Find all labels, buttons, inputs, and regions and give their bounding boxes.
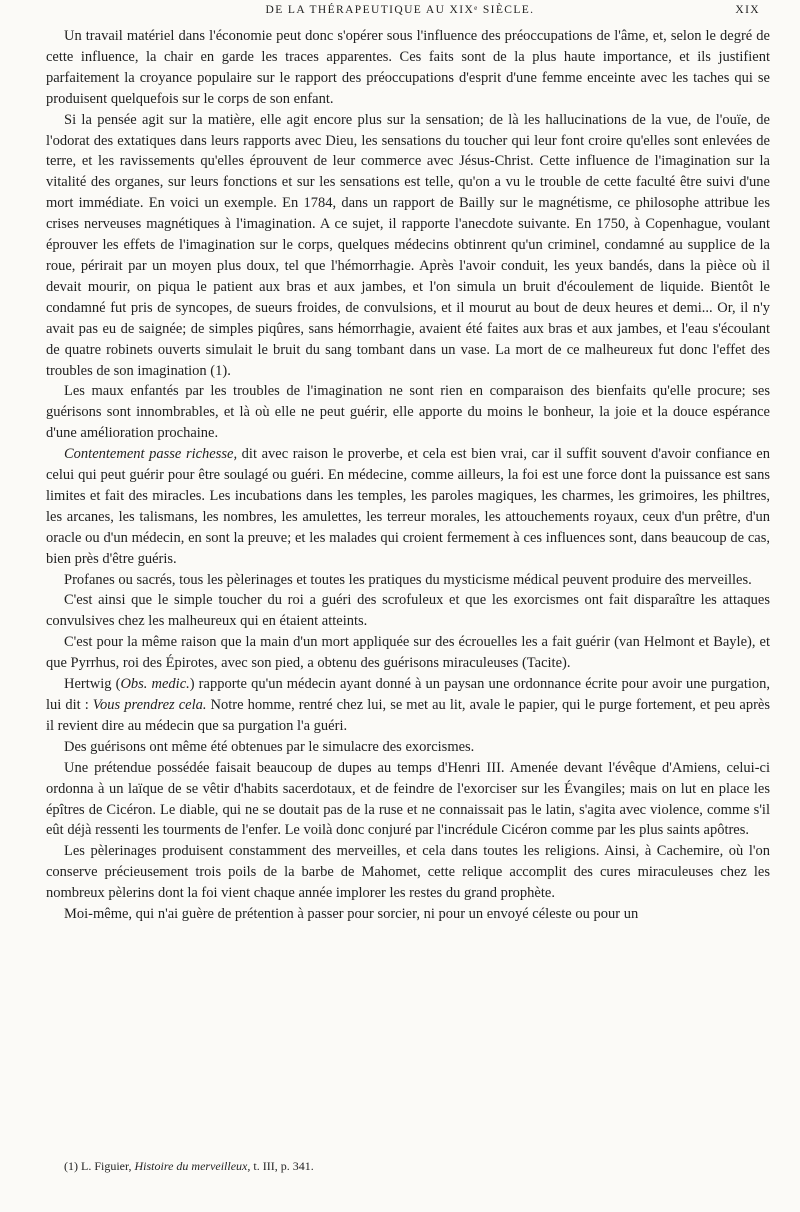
paragraph bbox=[46, 26, 770, 110]
paragraph-text: dit avec raison le proverbe, et cela est bien vrai, car il suffit souvent d'avoir confiance en celui qui peut guérir pour être soulagé ou guéri. En médecine, comme ailleurs, la foi est une force dont la puissance est sans limites et fait des miracles. Les incubations dans les temples, les paroles magiques, les charmes, les grimoires, les philtres, les arcanes, les talismans, les nombres, les amulettes, les terreur morales, les attouchements royaux, ceux d'un prêtre, d'un oracle ou d'un médecin, en sont la preuve; et les malades qui croient fermement à ces influences sont, dans beaucoup de cas, bien près d'être guéris. bbox=[46, 446, 770, 567]
page-number: XIX bbox=[735, 4, 760, 16]
paragraph-text: Notre homme, rentré chez lui, se met au lit, avale le papier, qui le purge fortement, et peu après il revient dire au médecin que sa purgation l'a guéri. bbox=[46, 697, 770, 734]
footnote-text: (1) L. Figuier, bbox=[64, 1159, 135, 1173]
paragraph bbox=[46, 904, 770, 925]
paragraph-text: ) rapporte qu'un médecin ayant donné à un paysan une ordonnance écrite pour avoir une purgation, lui dit : bbox=[46, 676, 770, 713]
paragraph-text: Les maux enfantés par les troubles de l'imagination ne sont rien en comparaison des bienfaits qu'elle procure; ses guérisons sont innombrables, et là où elle ne peut guérir, elle apporte du moins le bonheur, la joie et la douce espérance d'une amélioration prochaine. bbox=[46, 383, 770, 442]
italic-text: Contentement passe richesse, bbox=[64, 446, 238, 463]
italic-text: Obs. medic. bbox=[120, 676, 190, 693]
paragraph-text: Des guérisons ont même été obtenues par le simulacre des exorcismes. bbox=[64, 738, 475, 755]
paragraph-text: Moi-même, qui n'ai guère de prétention à passer pour sorcier, ni pour un envoyé céleste ou pour un bbox=[64, 906, 639, 923]
paragraph bbox=[46, 632, 770, 674]
running-title: DE LA THÉRAPEUTIQUE AU XIXᵉ SIÈCLE. bbox=[265, 4, 535, 16]
paragraph bbox=[46, 758, 770, 842]
paragraph bbox=[46, 444, 770, 569]
footnote bbox=[64, 1158, 764, 1174]
paragraph bbox=[46, 841, 770, 904]
paragraph-text: Si la pensée agit sur la matière, elle agit encore plus sur la sensation; de là les hallucinations de la vue, de l'ouïe, de l'odorat des extatiques dans leurs rapports avec Dieu, les sensations du toucher qui leur font croire qu'elles sont enlevées de terre, et les ravissements qu'elles éprouvent de leur commerce avec Jésus-Christ. Cette influence de l'imagination sur la vitalité des organes, sur leurs fonctions et sur les sensations est telle, qu'on a vu le trouble de cette faculté être suivi d'une mort immédiate. En voici un exemple. En 1784, dans un rapport de Bailly sur le magnétisme, ce philosophe attribue les crises nerveuses magnétiques à l'imagination. A ce sujet, il rapporte l'anecdote suivante. En 1750, à Copenhague, voulant éprouver les effets de l'imagination sur le corps, quelques médecins obtinrent qu'un criminel, condamné au supplice de la roue, périrait par un moyen plus doux, tel que l'hémorrhagie. Après l'avoir conduit, les yeux bandés, dans la pièce où il devait mourir, on piqua le patient aux bras et aux jambes, et l'on simula un bruit d'écoulement de liquide. Bientôt le condamné fut pris de syncopes, de sueurs froides, de convulsions, et il mourut au bout de deux heures et demi... Or, il n'y avait pas eu de saignée; de simples piqûres, sans hémorrhagie, avaient été faites aux bras et aux jambes, et l'eau s'écoulant de quatre robinets ouverts simulait le bruit du sang tombant dans un vase. La mort de ce malheureux fut donc l'effet des troubles de son imagination (1). bbox=[46, 111, 770, 379]
paragraph-text: Une prétendue possédée faisait beaucoup de dupes au temps d'Henri III. Amenée devant l'évêque d'Amiens, celui-ci ordonna à un laïque de se vêtir d'habits sacerdotaux, et de feindre de l'exorciser sur les Évangiles; mais on lut en place les épîtres de Cicéron. Le diable, qui ne se doutait pas de la ruse et ne connaissait pas le latin, s'agita avec violence, comme s'il eût déjà ressenti les tourments de l'enfer. Le voilà donc conjuré par l'incrédule Cicéron comme par les plus saints apôtres. bbox=[46, 759, 770, 839]
running-header bbox=[0, 4, 800, 22]
paragraph-text: Hertwig ( bbox=[64, 676, 121, 693]
paragraph-text: Les pèlerinages produisent constamment des merveilles, et cela dans toutes les religions. Ainsi, à Cachemire, où l'on conserve précieusement trois poils de la barbe de Mahomet, cette relique accomplit des cures miraculeuses chez les nombreux pèlerins dont la foi vient chaque année implorer les restes du grand prophète. bbox=[46, 843, 770, 902]
paragraph bbox=[46, 590, 770, 632]
paragraph bbox=[46, 570, 770, 591]
italic-text: Vous prendrez cela. bbox=[92, 697, 207, 713]
paragraph-text: Un travail matériel dans l'économie peut donc s'opérer sous l'influence des préoccupations de l'âme, et, selon le degré de cette influence, la chair en garde les traces apparentes. Ces faits sont de la plus haute importance, et ils justifient parfaitement la croyance populaire sur le rapport des préoccupations d'esprit d'une femme enceinte avec les taches qui se produisent quelquefois sur le corps de son enfant. bbox=[46, 28, 770, 107]
paragraph-text: Profanes ou sacrés, tous les pèlerinages et toutes les pratiques du mysticisme médical peuvent produire des merveilles. bbox=[64, 571, 752, 588]
paragraph bbox=[46, 381, 770, 444]
footnote-title: Histoire du merveilleux, bbox=[134, 1159, 251, 1173]
paragraph-text: C'est ainsi que le simple toucher du roi a guéri des scrofuleux et que les exorcismes ont fait disparaître les attaques convulsives chez les malheureux qui en étaient atteints. bbox=[46, 592, 770, 630]
paragraph bbox=[46, 674, 770, 737]
paragraph bbox=[46, 737, 770, 758]
body-text bbox=[46, 26, 770, 925]
paragraph bbox=[46, 110, 770, 382]
footnote-text: t. III, p. 341. bbox=[250, 1159, 314, 1173]
paragraph-text: C'est pour la même raison que la main d'un mort appliquée sur des écrouelles les a fait guérir (van Helmont et Bayle), et que Pyrrhus, roi des Épirotes, avec son pied, a obtenu des guérisons miraculeuses (Tacite). bbox=[46, 634, 770, 672]
